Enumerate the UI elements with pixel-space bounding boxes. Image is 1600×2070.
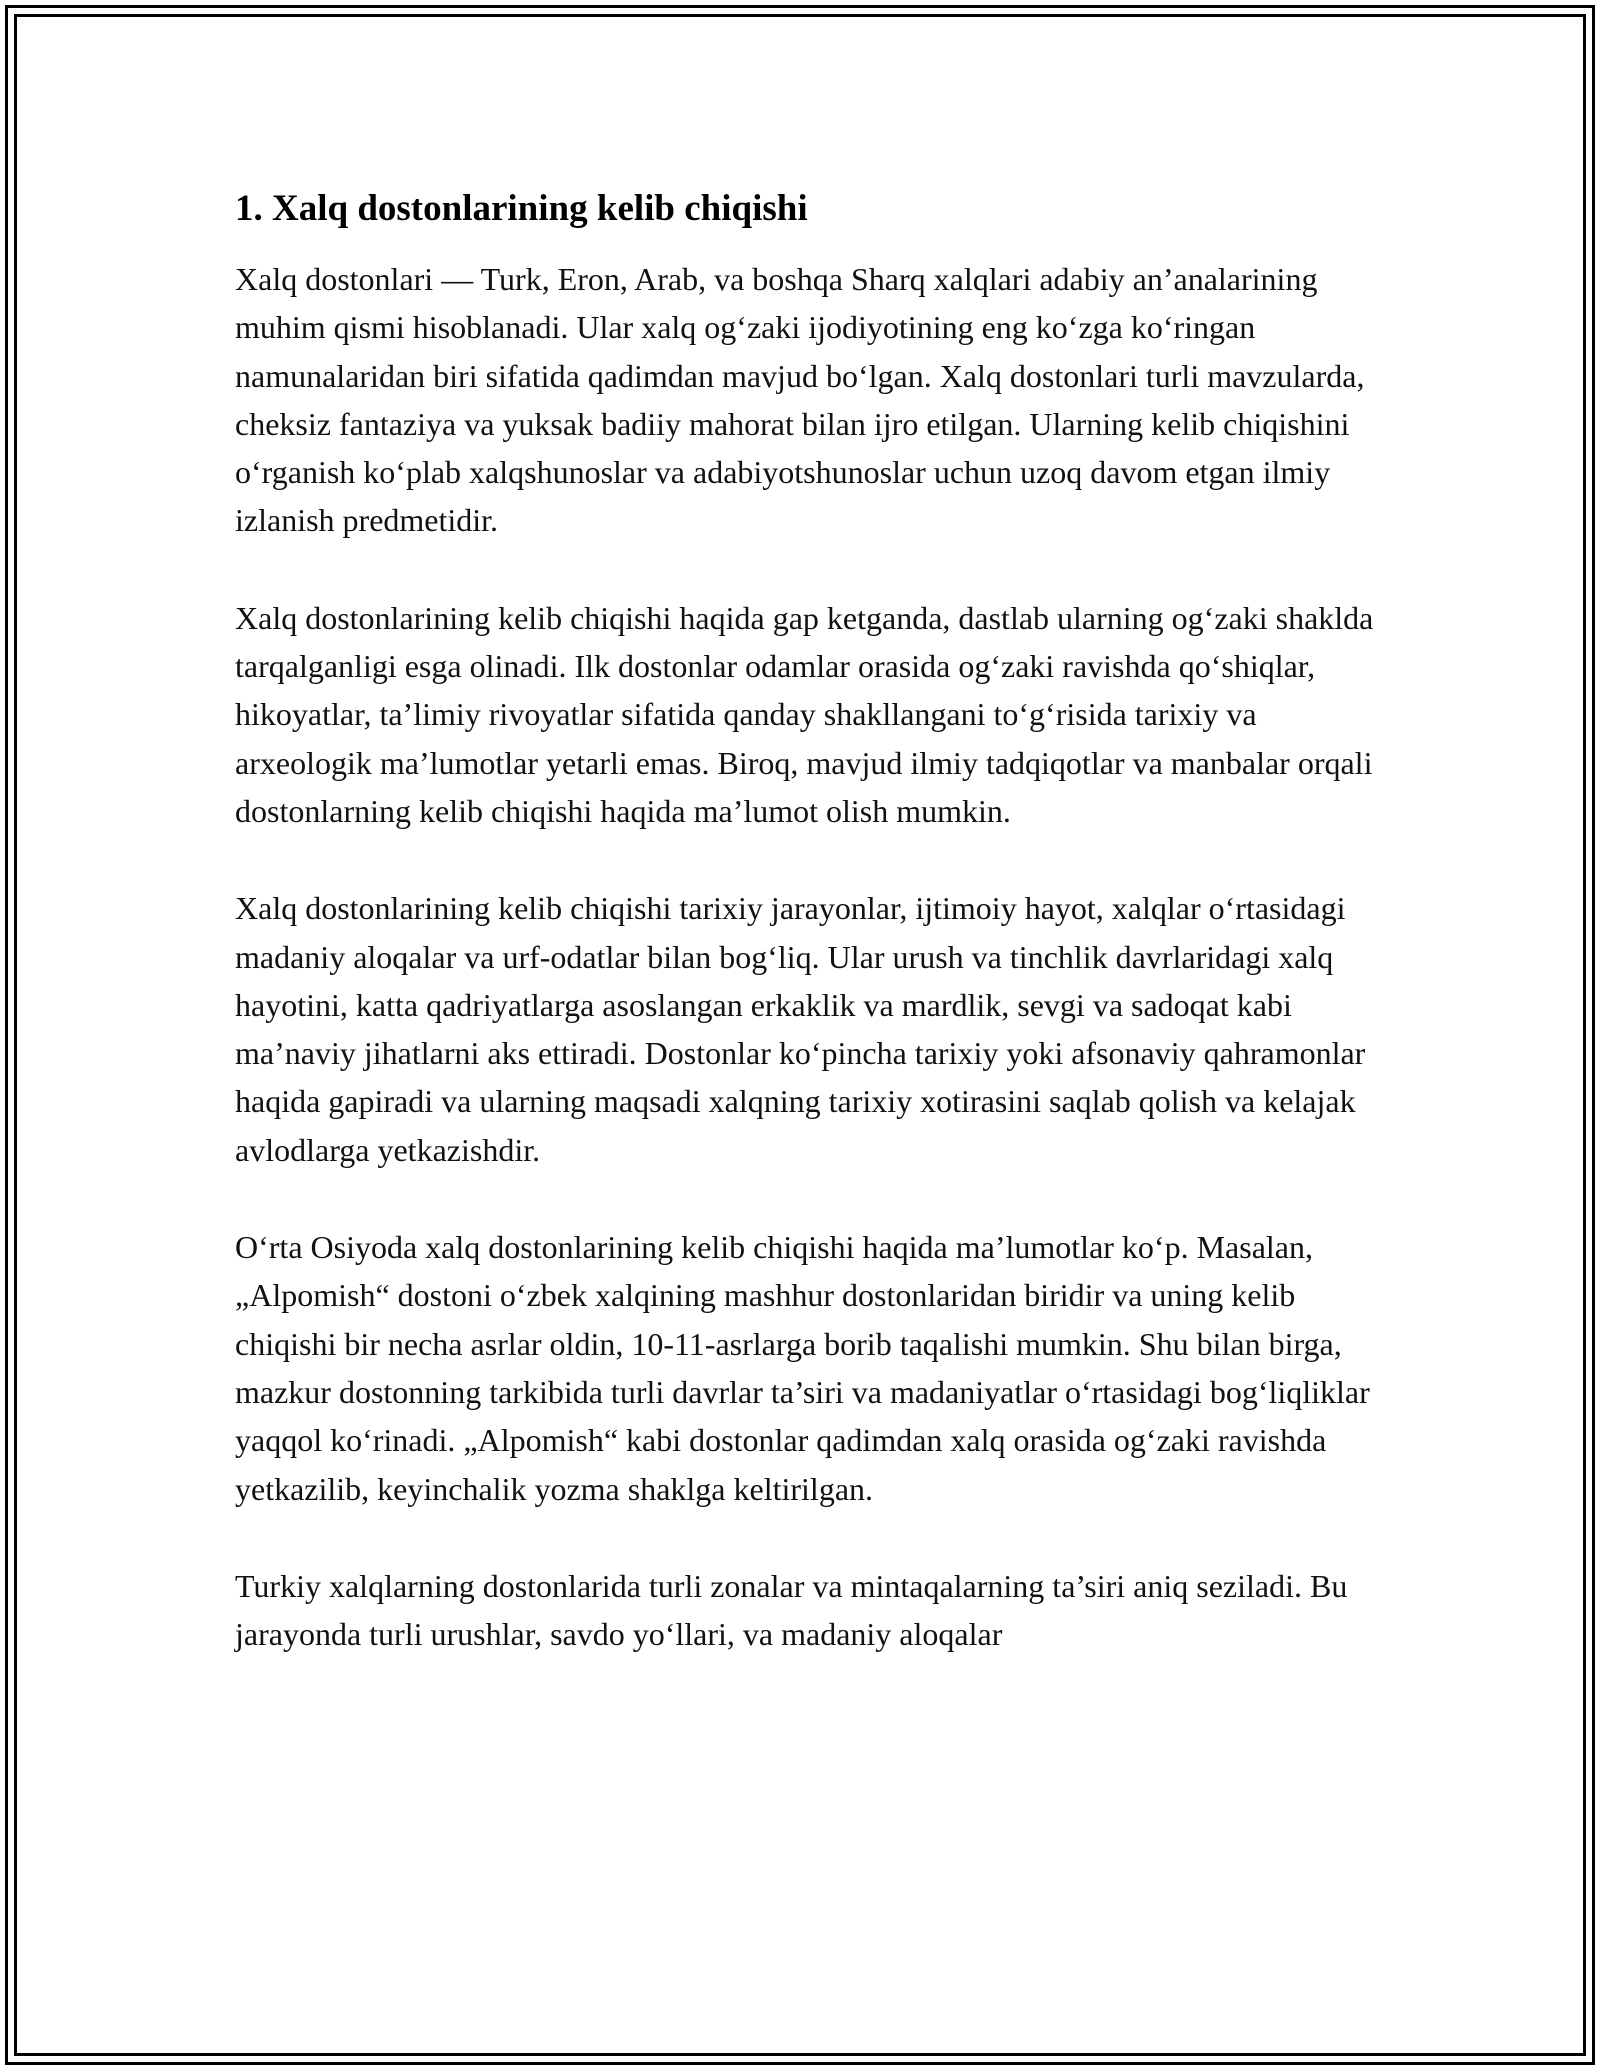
paragraph-3: Xalq dostonlarining kelib chiqishi tarixiy jarayonlar, ijtimoiy hayot, xalqlar o‘rtasidagi madaniy aloqalar va urf-odatlar bilan bog‘liq. Ular urush va tinchlik davrlaridagi xalq hayotini, katta qadriyatlarga asoslangan erkaklik va mardlik, sevgi va sadoqat kabi ma’naviy jihatlarni aks ettiradi. Dostonlar ko‘pincha tarixiy yoki afsonaviy qahramonlar haqida gapiradi va ularning maqsadi xalqning tarixiy xotirasini saqlab qolish va kelajak avlodlarga yetkazishdir. bbox=[235, 890, 1366, 1168]
paragraph-1: Xalq dostonlari — Turk, Eron, Arab, va boshqa Sharq xalqlari adabiy an’analarining muhim qismi hisoblanadi. Ular xalq og‘zaki ijodiyotining eng ko‘zga ko‘ringan namunalaridan biri sifatida qadimdan mavjud bo‘lgan. Xalq dostonlari turli mavzularda, cheksiz fantaziya va yuksak badiiy mahorat bilan ijro etilgan. Ularning kelib chiqishini o‘rganish ko‘plab xalqshunoslar va adabiyotshunoslar uchun uzoq davom etgan ilmiy izlanish predmetidir. bbox=[235, 261, 1365, 539]
paragraph-4: O‘rta Osiyoda xalq dostonlarining kelib chiqishi haqida ma’lumotlar ko‘p. Masalan, „Alpomish“ dostoni o‘zbek xalqining mashhur dostonlaridan biridir va uning kelib chiqishi bir necha asrlar oldin, 10-11-asrlarga borib taqalishi mumkin. Shu bilan birga, mazkur dostonning tarkibida turli davrlar ta’siri va madaniyatlar o‘rtasidagi bog‘liqliklar yaqqol ko‘rinadi. „Alpomish“ kabi dostonlar qadimdan xalq orasida og‘zaki ravishda yetkazilib, keyinchalik yozma shaklga keltirilgan. bbox=[235, 1229, 1370, 1507]
document-body bbox=[235, 185, 1385, 1707]
paragraph-2: Xalq dostonlarining kelib chiqishi haqida gap ketganda, dastlab ularning og‘zaki shaklda tarqalganligi esga olinadi. Ilk dostonlar odamlar orasida og‘zaki ravishda qo‘shiqlar, hikoyatlar, ta’limiy rivoyatlar sifatida qanday shakllangani to‘g‘risida tarixiy va arxeologik ma’lumotlar yetarli emas. Biroq, mavjud ilmiy tadqiqotlar va manbalar orqali dostonlarning kelib chiqishi haqida ma’lumot olish mumkin. bbox=[235, 599, 1374, 829]
section-heading: 1. Xalq dostonlarining kelib chiqishi bbox=[235, 188, 808, 229]
paragraph-5: Turkiy xalqlarning dostonlarida turli zonalar va mintaqalarning ta’siri aniq seziladi. Bu jarayonda turli urushlar, savdo yo‘llari, va madaniy aloqalar bbox=[235, 1567, 1348, 1653]
